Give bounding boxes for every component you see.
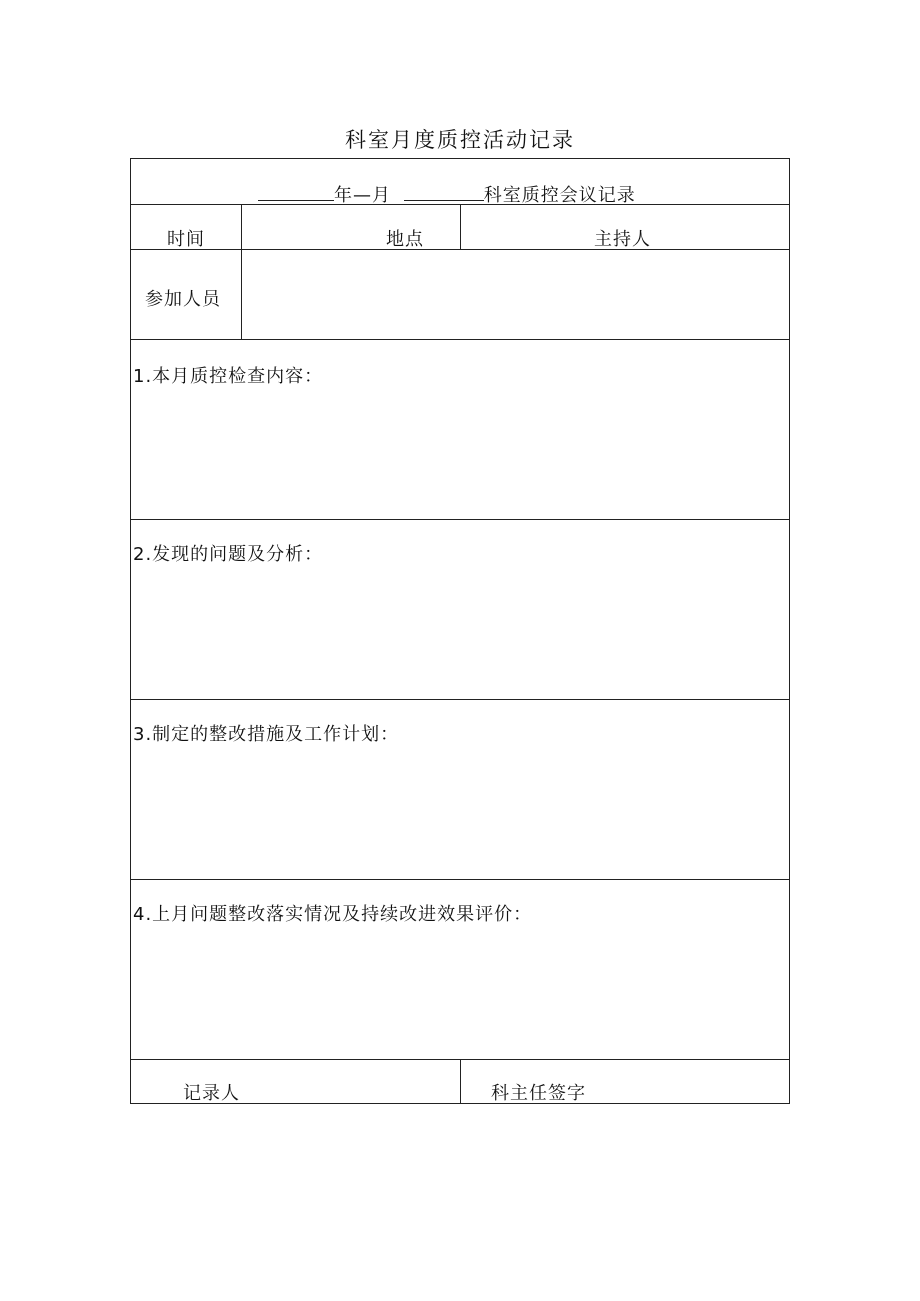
record-form [130,158,790,1104]
section-1-label: 1.本月质控检查内容： [133,366,324,387]
host-label: 主持人 [594,229,651,250]
divider [131,519,789,520]
recorder-label: 记录人 [183,1083,240,1104]
year-label: 年 [334,185,353,206]
time-label: 时间 [167,229,205,250]
divider [241,204,242,339]
divider [131,249,789,250]
place-label: 地点 [386,229,424,250]
year-blank[interactable] [258,182,334,201]
header-suffix: 科室质控会议记录 [483,185,636,206]
page-title: 科室月度质控活动记录 [345,128,575,152]
section-4-label: 4.上月问题整改落实情况及持续改进效果评价： [133,904,533,925]
participants-label: 参加人员 [145,289,221,310]
director-signature-label: 科主任签字 [491,1083,586,1104]
divider [460,204,461,249]
dash-label: — [353,185,372,206]
divider [460,1059,461,1104]
section-2-label: 2.发现的问题及分析： [133,544,324,565]
divider [131,339,789,340]
month-label: 月 [372,185,391,206]
divider [131,879,789,880]
department-blank[interactable] [404,182,484,201]
section-3-label: 3.制定的整改措施及工作计划： [133,724,400,745]
divider [131,699,789,700]
